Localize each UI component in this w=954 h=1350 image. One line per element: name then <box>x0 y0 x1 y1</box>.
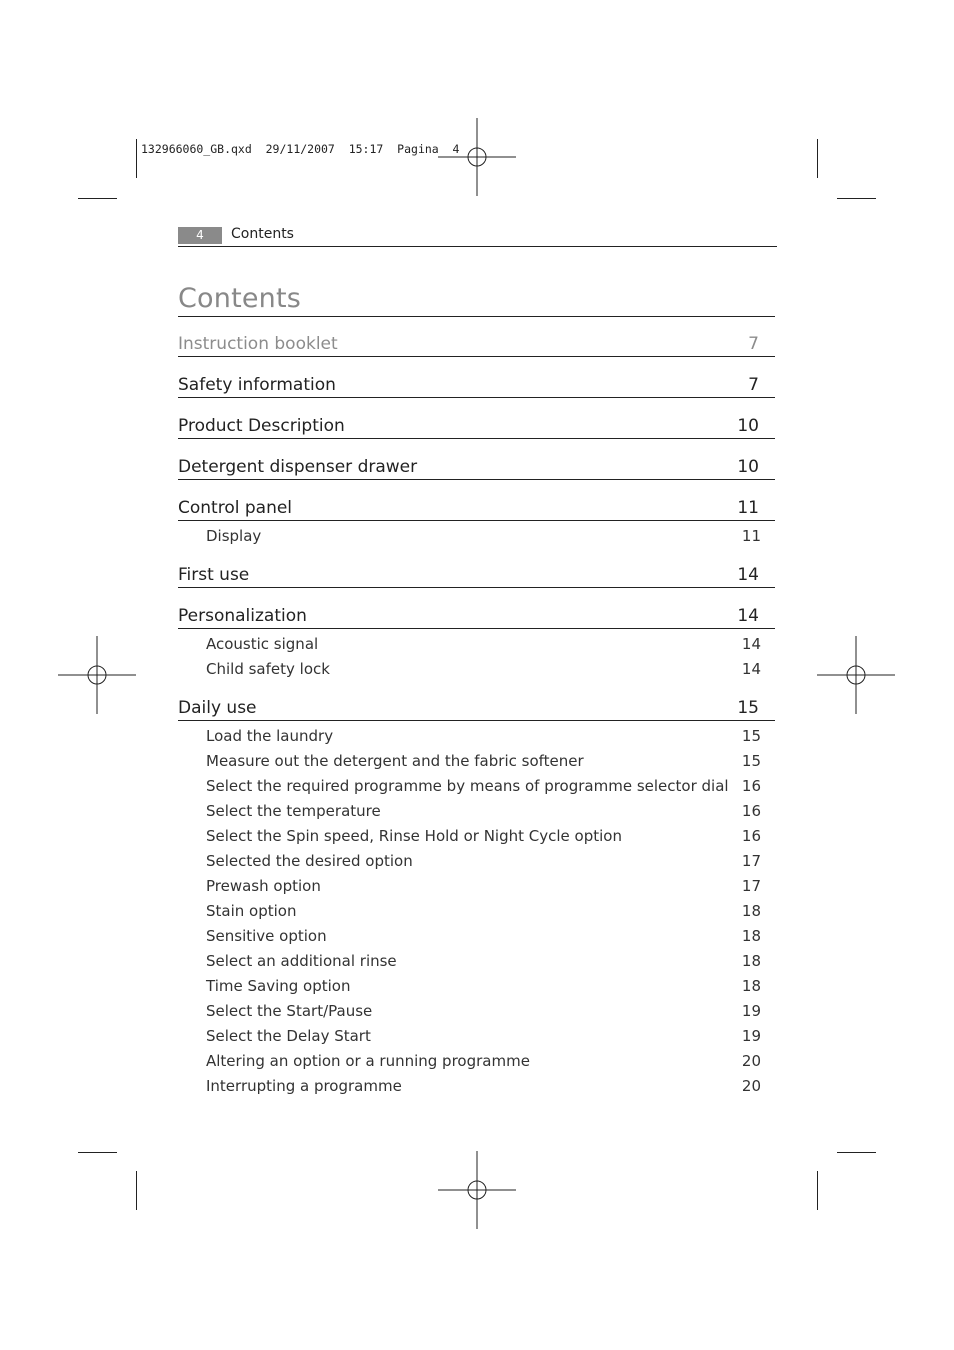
toc-section-label: Personalization <box>178 606 307 626</box>
toc-subentries <box>178 521 775 552</box>
toc-section-label: First use <box>178 565 250 585</box>
toc-subentry-label: Child safety lock <box>206 660 330 678</box>
toc-subentry-page: 15 <box>741 752 761 770</box>
toc-section-label: Product Description <box>178 416 345 436</box>
registration-mark-top <box>438 118 516 196</box>
toc-subentry[interactable] <box>178 777 775 802</box>
toc-subentry-page: 17 <box>741 877 761 895</box>
toc-section-page: 15 <box>737 698 759 718</box>
toc-section[interactable] <box>178 602 775 629</box>
toc-subentry[interactable] <box>178 877 775 902</box>
registration-mark-bottom <box>438 1151 516 1229</box>
toc-section-page: 10 <box>737 457 759 477</box>
crop-mark <box>136 1171 137 1210</box>
header-rule <box>178 246 777 247</box>
toc-subentry-page: 16 <box>741 777 761 795</box>
toc-subentry[interactable] <box>178 927 775 952</box>
toc-subentry-label: Select the required programme by means of programme selector dial <box>206 777 729 795</box>
toc-subentry-page: 18 <box>741 977 761 995</box>
title-rule <box>178 316 775 317</box>
toc-subentries <box>178 721 775 1102</box>
toc-subentry-label: Measure out the detergent and the fabric softener <box>206 752 584 770</box>
crop-mark <box>78 198 117 199</box>
toc-subentry-page: 16 <box>741 827 761 845</box>
toc-subentry-page: 11 <box>741 527 761 545</box>
toc-subentry-label: Select an additional rinse <box>206 952 397 970</box>
toc-subentry-page: 14 <box>741 660 761 678</box>
toc-section-label: Safety information <box>178 375 336 395</box>
toc-subentry[interactable] <box>178 1027 775 1052</box>
toc-subentry-page: 15 <box>741 727 761 745</box>
toc-section[interactable] <box>178 371 775 398</box>
toc-subentry-label: Interrupting a programme <box>206 1077 402 1095</box>
toc-subentry[interactable] <box>178 635 775 660</box>
toc-subentry-page: 18 <box>741 927 761 945</box>
toc-section-page: 14 <box>737 565 759 585</box>
page-title: Contents <box>178 283 302 314</box>
toc-subentry[interactable] <box>178 1077 775 1102</box>
registration-mark-right <box>817 636 895 714</box>
toc-subentry-label: Altering an option or a running programme <box>206 1052 530 1070</box>
toc-section-page: 14 <box>737 606 759 626</box>
toc-subentry[interactable] <box>178 852 775 877</box>
toc-section[interactable] <box>178 694 775 721</box>
table-of-contents <box>178 330 775 1102</box>
toc-section-label: Control panel <box>178 498 293 518</box>
toc-section[interactable] <box>178 453 775 480</box>
toc-subentry-label: Display <box>206 527 262 545</box>
toc-subentry[interactable] <box>178 527 775 552</box>
toc-subentry-page: 16 <box>741 802 761 820</box>
toc-subentry-label: Load the laundry <box>206 727 334 745</box>
toc-subentry-label: Acoustic signal <box>206 635 319 653</box>
toc-subentry[interactable] <box>178 660 775 685</box>
toc-subentry[interactable] <box>178 727 775 752</box>
toc-subentry[interactable] <box>178 977 775 1002</box>
toc-subentry[interactable] <box>178 802 775 827</box>
toc-subentry-label: Stain option <box>206 902 297 920</box>
toc-subentry-page: 14 <box>741 635 761 653</box>
toc-subentries <box>178 629 775 685</box>
toc-section-label: Instruction booklet <box>178 334 338 354</box>
toc-subentry-label: Select the Start/Pause <box>206 1002 373 1020</box>
toc-subentry-label: Prewash option <box>206 877 321 895</box>
toc-section-page: 7 <box>748 375 759 395</box>
toc-subentry-label: Select the temperature <box>206 802 381 820</box>
toc-section-page: 11 <box>737 498 759 518</box>
crop-mark <box>136 139 137 178</box>
page-number-badge: 4 <box>178 227 222 244</box>
toc-subentry-page: 20 <box>741 1052 761 1070</box>
toc-section-page: 7 <box>748 334 759 354</box>
toc-subentry[interactable] <box>178 1002 775 1027</box>
toc-subentry[interactable] <box>178 1052 775 1077</box>
crop-mark <box>817 139 818 178</box>
toc-subentry-page: 18 <box>741 902 761 920</box>
toc-subentry-page: 20 <box>741 1077 761 1095</box>
running-header-title: Contents <box>231 226 294 242</box>
toc-subentry[interactable] <box>178 952 775 977</box>
toc-subentry-page: 19 <box>741 1027 761 1045</box>
toc-section-label: Daily use <box>178 698 257 718</box>
toc-section[interactable] <box>178 494 775 521</box>
registration-mark-left <box>58 636 136 714</box>
toc-subentry[interactable] <box>178 902 775 927</box>
toc-subentry-page: 19 <box>741 1002 761 1020</box>
crop-mark <box>837 1152 876 1153</box>
toc-section-page: 10 <box>737 416 759 436</box>
toc-subentry-label: Select the Delay Start <box>206 1027 371 1045</box>
toc-subentry-page: 17 <box>741 852 761 870</box>
toc-section[interactable] <box>178 412 775 439</box>
toc-subentry[interactable] <box>178 827 775 852</box>
print-slug: 132966060_GB.qxd 29/11/2007 15:17 Pagina 4 <box>141 142 460 156</box>
toc-section-label: Detergent dispenser drawer <box>178 457 418 477</box>
toc-subentry-page: 18 <box>741 952 761 970</box>
toc-section[interactable] <box>178 561 775 588</box>
crop-mark <box>78 1152 117 1153</box>
toc-subentry-label: Time Saving option <box>206 977 351 995</box>
toc-subentry-label: Select the Spin speed, Rinse Hold or Night Cycle option <box>206 827 622 845</box>
toc-subentry[interactable] <box>178 752 775 777</box>
toc-subentry-label: Sensitive option <box>206 927 327 945</box>
crop-mark <box>837 198 876 199</box>
toc-section[interactable] <box>178 330 775 357</box>
toc-subentry-label: Selected the desired option <box>206 852 413 870</box>
crop-mark <box>817 1171 818 1210</box>
